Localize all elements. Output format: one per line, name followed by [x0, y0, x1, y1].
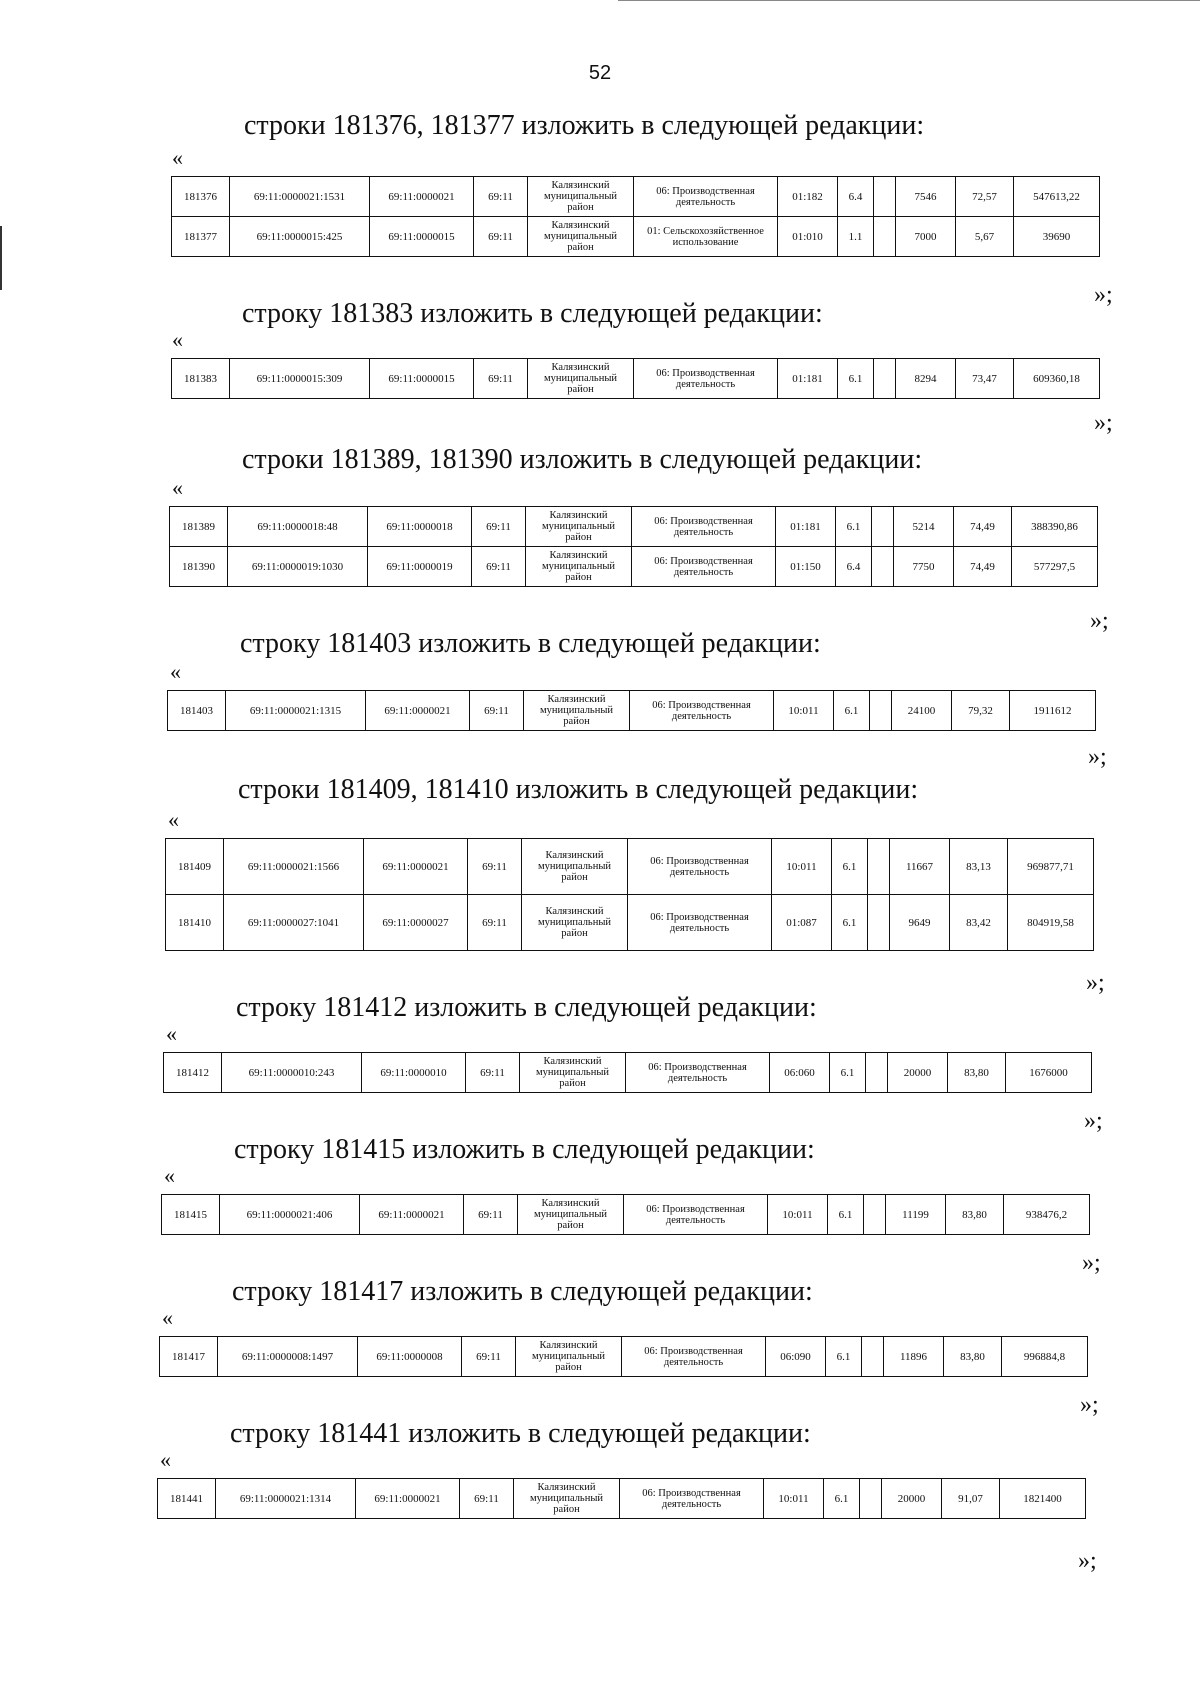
table-cell: 6.4 [838, 177, 874, 217]
table-cell: 69:11:0000021:1566 [224, 839, 364, 895]
table-cell: 06: Производственная деятельность [628, 895, 772, 951]
table-cell: 5,67 [956, 217, 1014, 257]
table-cell: 6.1 [832, 839, 868, 895]
table-cell: 969877,71 [1008, 839, 1094, 895]
table-cell: 6.1 [834, 691, 870, 731]
table-cell: 06: Производственная деятельность [628, 839, 772, 895]
table-cell: 69:11:0000019 [368, 547, 472, 587]
table-cell: 7750 [894, 547, 954, 587]
table-cell: 06: Производственная деятельность [634, 177, 778, 217]
table-cell: 69:11 [472, 547, 526, 587]
record-table [161, 1194, 1090, 1235]
table-cell: 74,49 [954, 547, 1012, 587]
table-cell: 01:010 [778, 217, 838, 257]
table-cell: 547613,22 [1014, 177, 1100, 217]
table-cell: Калязинский муниципальный район [518, 1195, 624, 1235]
table-cell: 69:11:0000021:406 [220, 1195, 360, 1235]
table-cell: 69:11 [464, 1195, 518, 1235]
table-cell: 11896 [884, 1337, 944, 1377]
section-heading: строку 181412 изложить в следующей редакции: [236, 992, 817, 1023]
table-cell: 69:11:0000021:1315 [226, 691, 366, 731]
table-cell: 5214 [894, 507, 954, 547]
table-cell: 6.1 [838, 359, 874, 399]
table-cell: 69:11:0000010:243 [222, 1053, 362, 1093]
table-cell [862, 1337, 884, 1377]
table-cell: 06: Производственная деятельность [622, 1337, 766, 1377]
table-cell: Калязинский муниципальный район [520, 1053, 626, 1093]
close-quote: »; [1090, 608, 1109, 634]
table-cell: 79,32 [952, 691, 1010, 731]
table-cell: 69:11:0000021:1314 [216, 1479, 356, 1519]
table-cell: 996884,8 [1002, 1337, 1088, 1377]
close-quote: »; [1086, 970, 1105, 996]
close-quote: »; [1080, 1392, 1099, 1418]
table-cell: 6.1 [828, 1195, 864, 1235]
table-cell: 6.1 [836, 507, 872, 547]
section-heading: строку 181383 изложить в следующей редакции: [242, 298, 823, 329]
table-cell: Калязинский муниципальный район [528, 359, 634, 399]
table-cell: 69:11 [470, 691, 524, 731]
table-cell: 69:11 [474, 217, 528, 257]
table-cell [874, 359, 896, 399]
table-cell: 6.1 [824, 1479, 860, 1519]
record-table [163, 1052, 1092, 1093]
table-cell [872, 547, 894, 587]
table-cell: 181441 [158, 1479, 216, 1519]
table-cell: 06: Производственная деятельность [620, 1479, 764, 1519]
open-quote: « [162, 1305, 173, 1330]
table-row [168, 691, 1096, 731]
table-cell [868, 839, 890, 895]
table-cell: Калязинский муниципальный район [514, 1479, 620, 1519]
table-cell: 181412 [164, 1053, 222, 1093]
table-cell: 69:11 [472, 507, 526, 547]
table-cell: 181417 [160, 1337, 218, 1377]
table-cell: 06:060 [770, 1053, 830, 1093]
table-cell: 6.1 [830, 1053, 866, 1093]
table-cell: 01:182 [778, 177, 838, 217]
open-quote: « [164, 1163, 175, 1188]
table-cell: 7000 [896, 217, 956, 257]
table-cell: 69:11 [474, 359, 528, 399]
table-cell: Калязинский муниципальный район [522, 895, 628, 951]
page-number: 52 [588, 62, 612, 84]
table-cell: 01:150 [776, 547, 836, 587]
table-cell: 01:181 [778, 359, 838, 399]
table-row [164, 1053, 1092, 1093]
table-row [166, 839, 1094, 895]
table-cell: 06:090 [766, 1337, 826, 1377]
table-cell: 06: Производственная деятельность [634, 359, 778, 399]
table-cell: 24100 [892, 691, 952, 731]
table-cell: 74,49 [954, 507, 1012, 547]
table-cell: 181389 [170, 507, 228, 547]
table-cell: 181376 [172, 177, 230, 217]
table-cell: 69:11:0000015:309 [230, 359, 370, 399]
table-cell: 69:11 [474, 177, 528, 217]
section-heading: строки 181409, 181410 изложить в следующей редакции: [238, 774, 919, 805]
table-cell: 938476,2 [1004, 1195, 1090, 1235]
table-cell: 577297,5 [1012, 547, 1098, 587]
table-cell: 69:11:0000015 [370, 359, 474, 399]
table-cell: 69:11 [466, 1053, 520, 1093]
table-cell: 6.1 [832, 895, 868, 951]
close-quote: »; [1082, 1250, 1101, 1276]
table-cell: 7546 [896, 177, 956, 217]
section-heading: строки 181389, 181390 изложить в следующей редакции: [242, 444, 923, 475]
table-cell: 69:11 [460, 1479, 514, 1519]
table-cell: 804919,58 [1008, 895, 1094, 951]
table-cell: 83,80 [944, 1337, 1002, 1377]
record-table [165, 838, 1094, 951]
table-cell: 01:181 [776, 507, 836, 547]
table-cell: 1.1 [838, 217, 874, 257]
table-cell: 69:11 [462, 1337, 516, 1377]
table-cell [868, 895, 890, 951]
table-cell: 69:11:0000021 [366, 691, 470, 731]
table-cell: 388390,86 [1012, 507, 1098, 547]
table-cell: Калязинский муниципальный район [524, 691, 630, 731]
record-table [157, 1478, 1086, 1519]
open-quote: « [170, 659, 181, 684]
table-row [172, 177, 1100, 217]
section-heading: строку 181415 изложить в следующей редакции: [234, 1134, 815, 1165]
table-cell: 181410 [166, 895, 224, 951]
section-heading: строку 181417 изложить в следующей редакции: [232, 1276, 813, 1307]
table-cell: 6.1 [826, 1337, 862, 1377]
table-cell: 83,13 [950, 839, 1008, 895]
table-cell: 69:11:0000021:1531 [230, 177, 370, 217]
close-quote: »; [1084, 1108, 1103, 1134]
table-cell: Калязинский муниципальный район [528, 217, 634, 257]
table-cell: 72,57 [956, 177, 1014, 217]
record-table [171, 176, 1100, 257]
table-cell [874, 177, 896, 217]
table-cell: Калязинский муниципальный район [526, 547, 632, 587]
table-cell: Калязинский муниципальный район [526, 507, 632, 547]
table-cell: 91,07 [942, 1479, 1000, 1519]
table-cell: 10:011 [772, 839, 832, 895]
table-cell: Калязинский муниципальный район [528, 177, 634, 217]
close-quote: »; [1078, 1548, 1097, 1574]
table-cell [866, 1053, 888, 1093]
table-row [166, 895, 1094, 951]
table-cell: 181415 [162, 1195, 220, 1235]
table-cell: 69:11:0000018:48 [228, 507, 368, 547]
open-quote: « [172, 145, 183, 170]
section-heading: строку 181441 изложить в следующей редакции: [230, 1418, 811, 1449]
table-cell: 83,42 [950, 895, 1008, 951]
table-cell: 1676000 [1006, 1053, 1092, 1093]
table-cell [870, 691, 892, 731]
table-cell: 69:11:0000015 [370, 217, 474, 257]
table-cell: 69:11:0000021 [356, 1479, 460, 1519]
table-cell: 1911612 [1010, 691, 1096, 731]
section-heading: строку 181403 изложить в следующей редакции: [240, 628, 821, 659]
table-cell [874, 217, 896, 257]
table-cell: 609360,18 [1014, 359, 1100, 399]
table-cell: 06: Производственная деятельность [626, 1053, 770, 1093]
record-table [169, 506, 1098, 587]
table-cell: 06: Производственная деятельность [630, 691, 774, 731]
table-row [172, 359, 1100, 399]
table-cell: 181409 [166, 839, 224, 895]
table-cell: 9649 [890, 895, 950, 951]
table-cell: 69:11:0000019:1030 [228, 547, 368, 587]
table-cell: 10:011 [768, 1195, 828, 1235]
open-quote: « [172, 475, 183, 500]
open-quote: « [166, 1021, 177, 1046]
table-row [170, 507, 1098, 547]
table-cell: 69:11 [468, 839, 522, 895]
record-table [167, 690, 1096, 731]
record-table [171, 358, 1100, 399]
section-heading: строки 181376, 181377 изложить в следующей редакции: [244, 110, 925, 141]
table-cell: 69:11:0000021 [360, 1195, 464, 1235]
table-cell: 69:11 [468, 895, 522, 951]
table-cell: 06: Производственная деятельность [632, 507, 776, 547]
table-cell: 181377 [172, 217, 230, 257]
table-cell: 69:11:0000008:1497 [218, 1337, 358, 1377]
table-cell: 69:11:0000027 [364, 895, 468, 951]
table-cell: Калязинский муниципальный район [522, 839, 628, 895]
table-cell [860, 1479, 882, 1519]
open-quote: « [160, 1447, 171, 1472]
table-cell: 10:011 [774, 691, 834, 731]
table-cell: 39690 [1014, 217, 1100, 257]
table-cell: 69:11:0000021 [364, 839, 468, 895]
table-cell: 1821400 [1000, 1479, 1086, 1519]
table-cell: 69:11:0000018 [368, 507, 472, 547]
table-cell: 69:11:0000008 [358, 1337, 462, 1377]
table-cell: 181390 [170, 547, 228, 587]
table-cell: 73,47 [956, 359, 1014, 399]
table-cell: 01: Сельскохозяйственное использование [634, 217, 778, 257]
close-quote: »; [1094, 282, 1113, 308]
close-quote: »; [1088, 744, 1107, 770]
table-cell: 20000 [888, 1053, 948, 1093]
table-cell: 69:11:0000021 [370, 177, 474, 217]
table-cell [872, 507, 894, 547]
open-quote: « [168, 807, 179, 832]
table-cell: 20000 [882, 1479, 942, 1519]
scan-artifact-left [0, 226, 2, 290]
table-cell: 11667 [890, 839, 950, 895]
table-cell: 83,80 [946, 1195, 1004, 1235]
table-cell: 181403 [168, 691, 226, 731]
table-cell: 8294 [896, 359, 956, 399]
table-cell: 06: Производственная деятельность [624, 1195, 768, 1235]
table-cell [864, 1195, 886, 1235]
table-cell: Калязинский муниципальный район [516, 1337, 622, 1377]
table-cell: 10:011 [764, 1479, 824, 1519]
table-cell: 06: Производственная деятельность [632, 547, 776, 587]
scan-artifact-top [618, 0, 1200, 1]
table-cell: 69:11:0000027:1041 [224, 895, 364, 951]
table-row [158, 1479, 1086, 1519]
table-cell: 181383 [172, 359, 230, 399]
record-table [159, 1336, 1088, 1377]
table-row [162, 1195, 1090, 1235]
table-row [172, 217, 1100, 257]
close-quote: »; [1094, 410, 1113, 436]
open-quote: « [172, 327, 183, 352]
table-cell: 6.4 [836, 547, 872, 587]
table-cell: 69:11:0000010 [362, 1053, 466, 1093]
table-row [160, 1337, 1088, 1377]
table-cell: 83,80 [948, 1053, 1006, 1093]
table-cell: 01:087 [772, 895, 832, 951]
table-cell: 69:11:0000015:425 [230, 217, 370, 257]
table-cell: 11199 [886, 1195, 946, 1235]
table-row [170, 547, 1098, 587]
